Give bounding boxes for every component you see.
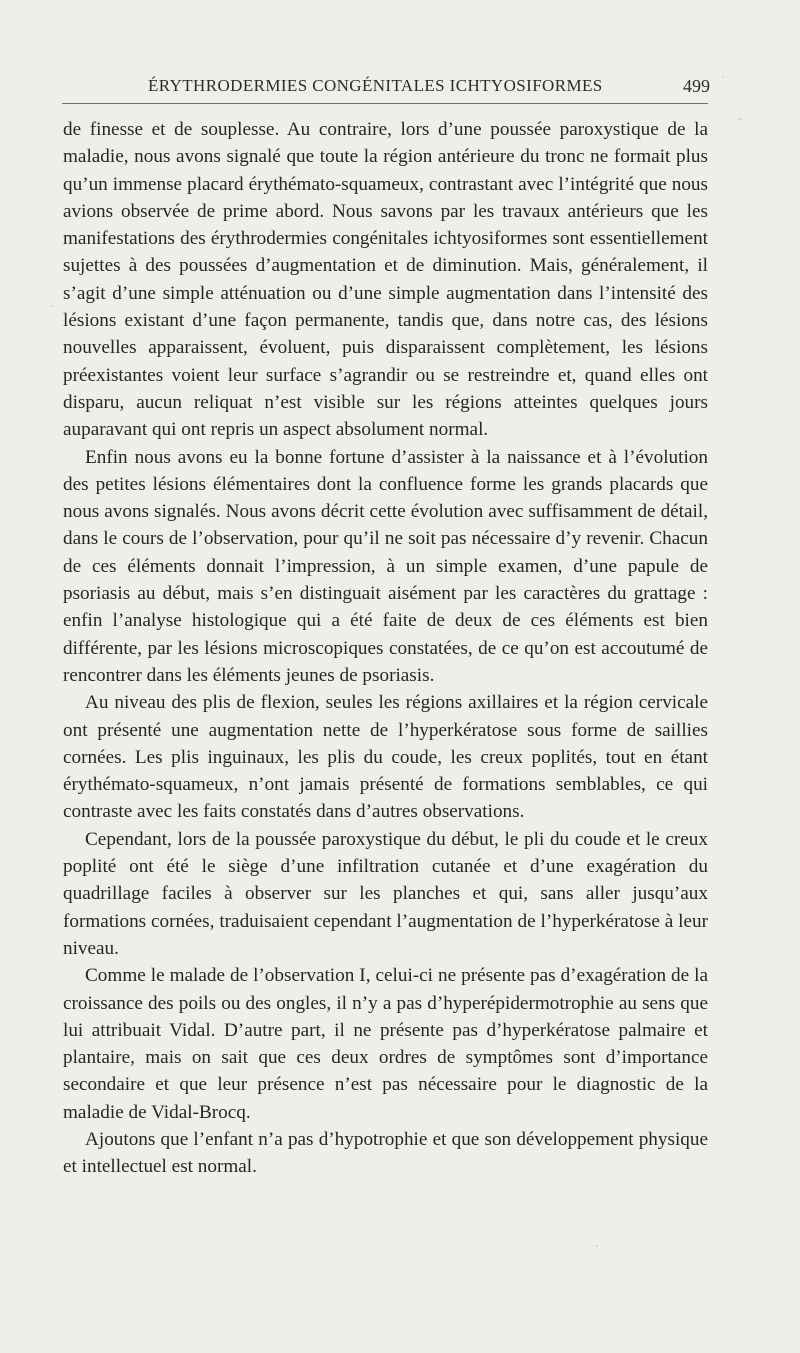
- paper-speck: [51, 305, 53, 307]
- body-text: [63, 116, 708, 1181]
- paragraph: de finesse et de souplesse. Au contraire, lors d’une poussée paroxystique de la maladie, nous avons signalé que toute la région antérieure du tronc ne formait plus qu’un immense placard érythémato-squameux, contrastant avec l’intégrité que nous avions observée de prime abord. Nous savons par les travaux antérieurs que les manifestations des érythrodermies congénitales ichtyosiformes sont essentiellement sujettes à des poussées d’augmentation et de diminution. Mais, généralement, il s’agit d’une simple atténuation ou d’une simple augmentation dans l’intensité des lésions existant d’une façon permanente, tandis que, dans notre cas, des lésions nouvelles apparaissent, évoluent, puis disparaissent complètement, les lésions préexistantes voient leur surface s’agrandir ou se restreindre et, quand elles ont disparu, aucun reliquat n’est visible sur les régions atteintes quelques jours auparavant qui ont repris un aspect absolument normal.: [63, 119, 708, 441]
- running-title: ÉRYTHRODERMIES CONGÉNITALES ICHTYOSIFORMES: [148, 76, 603, 95]
- paragraph: Enfin nous avons eu la bonne fortune d’assister à la naissance et à l’évolution des petites lésions élémentaires dont la confluence forme les grands placards que nous avons signalés. Nous avons décrit cette évolution avec suffisamment de détail, dans le cours de l’observation, pour qu’il ne soit pas nécessaire d’y revenir. Chacun de ces éléments donnait l’impression, à un simple examen, d’une papule de psoriasis au début, mais s’en distinguait aisément par les caractères du grattage : enfin l’analyse histologique qui a été faite de deux de ces éléments est bien différente, par les lésions microscopiques constatées, de ce qu’on est accoutumé de rencontrer dans les éléments jeunes de psoriasis.: [63, 446, 708, 686]
- page-number: 499: [683, 76, 710, 96]
- paper-speck: [722, 76, 724, 78]
- running-head: [60, 76, 710, 100]
- paper-speck: [738, 118, 741, 120]
- paragraph: Au niveau des plis de flexion, seules les régions axillaires et la région cervicale ont présenté une augmentation nette de l’hyperkératose sous forme de saillies cornées. Les plis inguinaux, les plis du coude, les creux poplités, tout en étant érythémato-squameux, n’ont jamais présenté de formations semblables, ce qui contraste avec les faits constatés dans d’autres observations.: [63, 692, 708, 823]
- paragraph: Ajoutons que l’enfant n’a pas d’hypotrophie et que son développement physique et intellectuel est normal.: [63, 1128, 708, 1178]
- paragraph: Cependant, lors de la poussée paroxystique du début, le pli du coude et le creux poplité ont été le siège d’une infiltration cutanée et d’une exagération du quadrillage faciles à observer sur les planches et qui, sans aller jusqu’aux formations cornées, traduisaient cependant l’augmentation de l’hyperkératose à leur niveau.: [63, 828, 708, 959]
- paper-speck: [596, 1245, 598, 1247]
- paragraph: Comme le malade de l’observation I, celui-ci ne présente pas d’exagération de la croissance des poils ou des ongles, il n’y a pas d’hyperépidermotrophie au sens que lui attribuait Vidal. D’autre part, il ne présente pas d’hyperkératose palmaire et plantaire, mais on sait que ces deux ordres de symptômes sont d’importance secondaire et que leur présence n’est pas nécessaire pour le diagnostic de la maladie de Vidal-Brocq.: [63, 965, 708, 1123]
- header-rule: [62, 103, 708, 104]
